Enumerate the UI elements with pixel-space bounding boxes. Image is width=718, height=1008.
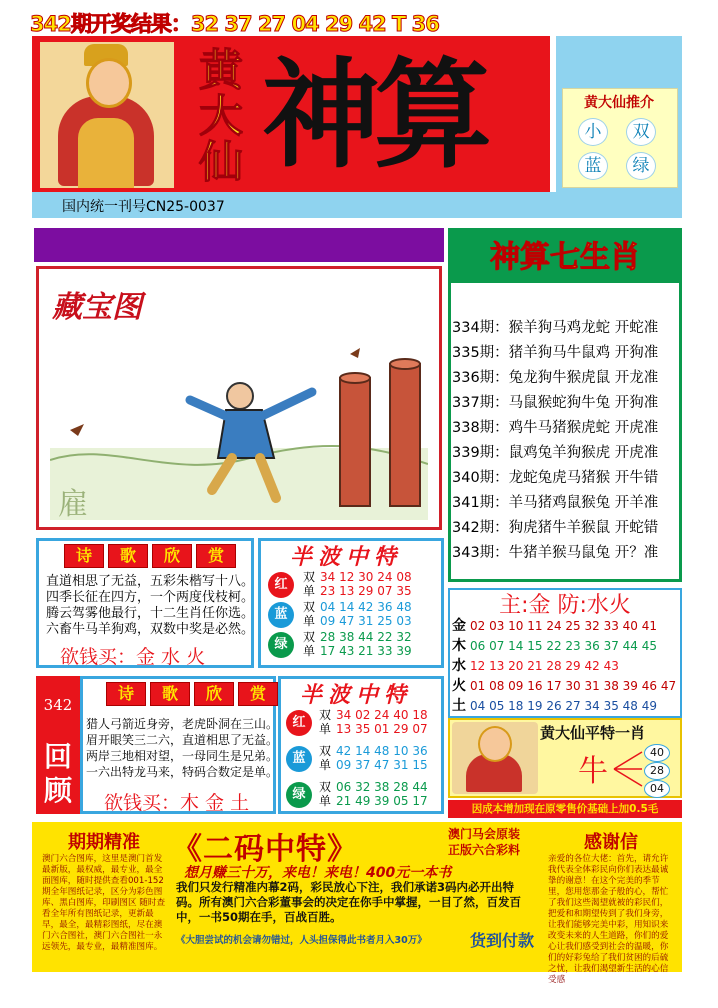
wave-color-red: 红 bbox=[268, 572, 294, 598]
poem-line: 六畜牛马羊狗鸡，双数中奖是必然。 bbox=[46, 622, 255, 637]
buy-hint-1: 欲钱买：金 水 火 bbox=[60, 646, 206, 668]
two-code-subtitle bbox=[448, 826, 520, 858]
wave-nums: 42 14 48 10 36 bbox=[336, 744, 428, 758]
portrait-head-icon bbox=[86, 58, 132, 108]
treasure-map-cartoon bbox=[50, 330, 428, 520]
wave-row bbox=[314, 708, 428, 722]
seven-zodiac-row: 342期：狗虎猪牛羊猴鼠 开蛇错 bbox=[452, 520, 659, 536]
poem-lines-2 bbox=[86, 716, 278, 780]
ping-te-head-icon bbox=[478, 726, 512, 762]
half-wave-title-1: 半波中特 bbox=[290, 544, 403, 570]
subtitle-line: 正版六合彩料 bbox=[448, 843, 521, 857]
main-title: 神算 bbox=[262, 46, 487, 184]
element-row bbox=[452, 696, 682, 716]
wave-row bbox=[314, 722, 428, 736]
poem-tag: 诗 bbox=[64, 544, 104, 568]
thanks-title: 感谢信 bbox=[584, 832, 638, 853]
recommend-chip: 蓝 bbox=[578, 152, 608, 180]
wave-row bbox=[314, 744, 428, 758]
wave-label: 单 bbox=[318, 722, 331, 736]
two-code-slogan: 想月赚三十万，来电！来电！400元一本书 bbox=[184, 865, 452, 881]
element-row bbox=[452, 636, 682, 656]
five-elements-head: 主:金 防:水火 bbox=[499, 593, 631, 618]
element-row bbox=[452, 656, 682, 676]
element-nums: 02 03 10 11 24 25 32 33 40 41 bbox=[470, 619, 658, 633]
purple-band bbox=[34, 228, 444, 262]
ping-te-zodiac: 牛 bbox=[578, 754, 608, 789]
recommend-title: 黄大仙推介 bbox=[584, 95, 654, 111]
poem-head-2 bbox=[106, 682, 278, 708]
poem-line: 两岸三地相对望，一母同生是兄弟。 bbox=[86, 749, 279, 763]
two-code-footnote: 《大胆尝试的机会请勿错过，人头担保得此书者月入30万》 bbox=[176, 935, 427, 946]
poem-tag: 赏 bbox=[238, 682, 278, 706]
element-char: 金 bbox=[452, 618, 466, 634]
wave-nums: 21 49 39 05 17 bbox=[336, 794, 428, 808]
poem-line: 腾云驾雾他最行，十二生肖任你选。 bbox=[46, 606, 255, 621]
wave-color-blue: 蓝 bbox=[268, 602, 294, 628]
element-char: 火 bbox=[452, 678, 466, 694]
seven-zodiac-row: 340期：龙蛇兔虎马猪猴 开牛错 bbox=[452, 470, 659, 486]
wave-label: 双 bbox=[318, 780, 331, 794]
cash-on-delivery: 货到付款 bbox=[470, 931, 535, 950]
wave-row bbox=[298, 644, 412, 658]
poem-tag: 歌 bbox=[108, 544, 148, 568]
wave-nums: 09 47 31 25 03 bbox=[320, 614, 412, 628]
wave-nums: 34 12 30 24 08 bbox=[320, 570, 412, 584]
seven-zodiac-row: 337期：马鼠猴蛇狗牛兔 开狗准 bbox=[452, 395, 659, 411]
element-nums: 04 05 18 19 26 27 34 35 48 49 bbox=[470, 699, 658, 713]
ping-te-title: 黄大仙平特一肖 bbox=[540, 724, 646, 742]
wave-nums: 23 13 29 07 35 bbox=[320, 584, 412, 598]
poem-line: 眉开眼笑三二六，直道相思了无益。 bbox=[86, 733, 279, 747]
wave-label: 单 bbox=[302, 644, 315, 658]
accurate-text: 澳门六合图库，这里是澳门首发最新版，最权威，最专业，最全面图库，随时提供查看001-152期全年图纸记录，区分为彩色图库、黑白图库，印刷图区 随时查看全年所有图纸记录，更新最早，最全，最精彩图纸，尽在澳门六合图社，澳门六合图社一永远领先，最专业，最精准图库。 bbox=[42, 854, 166, 952]
seven-zodiac-row: 334期：猴羊狗马鸡龙蛇 开蛇准 bbox=[452, 320, 659, 336]
poem-line: 猎人弓箭近身旁，老虎卧洞在三山。 bbox=[86, 717, 279, 731]
poem-line: 四季长征在四方，一个两度伐枝柯。 bbox=[46, 590, 255, 605]
seven-zodiac-row: 343期：牛猪羊猴马鼠兔 开？准 bbox=[452, 545, 659, 561]
treasure-watermark: 雇 bbox=[58, 487, 88, 520]
vertical-name bbox=[184, 45, 258, 188]
name-char-2: 大 bbox=[199, 91, 243, 142]
wave-nums: 06 32 38 28 44 bbox=[336, 780, 428, 794]
poem-tag: 欣 bbox=[152, 544, 192, 568]
poem-lines-1 bbox=[46, 574, 254, 638]
price-notice: 因成本增加现在原零售价基础上加0.5毛 bbox=[471, 803, 659, 815]
issn-text: 国内统一刊号CN25-0037 bbox=[62, 199, 225, 215]
name-char-1: 黄 bbox=[199, 45, 243, 96]
element-char: 木 bbox=[452, 638, 466, 654]
wave-color-green: 绿 bbox=[286, 782, 312, 808]
recommend-chip: 双 bbox=[626, 118, 656, 146]
wave-label: 双 bbox=[302, 600, 315, 614]
result-title: 342期开奖结果：32 37 27 04 29 42 T 36 bbox=[30, 12, 439, 36]
arrow-lines-icon bbox=[612, 744, 646, 794]
seven-zodiac-row: 336期：兔龙狗牛猴虎鼠 开龙准 bbox=[452, 370, 659, 386]
wave-row bbox=[298, 600, 412, 614]
wave-label: 单 bbox=[318, 794, 331, 808]
element-char: 水 bbox=[452, 658, 466, 674]
poem-head-1 bbox=[64, 544, 236, 570]
wave-nums: 34 02 24 40 18 bbox=[336, 708, 428, 722]
wave-label: 双 bbox=[318, 708, 331, 722]
recommend-chip: 小 bbox=[578, 118, 608, 146]
wave-row bbox=[314, 794, 428, 808]
wave-nums: 09 37 47 31 15 bbox=[336, 758, 428, 772]
element-nums: 01 08 09 16 17 30 31 38 39 46 47 bbox=[470, 679, 677, 693]
review-issue: 342 bbox=[43, 696, 73, 714]
ping-te-num: 40 bbox=[644, 744, 670, 762]
ping-te-num: 04 bbox=[644, 780, 670, 798]
wave-label: 单 bbox=[302, 614, 315, 628]
poem-tag: 诗 bbox=[106, 682, 146, 706]
wave-label: 双 bbox=[302, 630, 315, 644]
wave-row bbox=[298, 570, 412, 584]
element-row bbox=[452, 616, 682, 636]
poem-line: 一六出特龙马来，特码合数定是单。 bbox=[86, 765, 279, 779]
poem-line: 直道相思了无益，五彩朱楷写十八。 bbox=[46, 574, 255, 589]
wave-row bbox=[298, 630, 412, 644]
two-code-body: 我们只发行精准内幕2码，彩民放心下注，我们承诺3码内必开出特码。所有澳门六合彩董事会的决定在你手中掌握，一目了然，百发百中，一书50期在手，百战百胜。 bbox=[176, 880, 521, 924]
seven-zodiac-row: 339期：鼠鸡兔羊狗猴虎 开虎准 bbox=[452, 445, 659, 461]
review-label: 回顾 bbox=[43, 740, 72, 807]
wave-nums: 17 43 21 33 39 bbox=[320, 644, 412, 658]
wave-row bbox=[314, 780, 428, 794]
wave-label: 双 bbox=[302, 570, 315, 584]
accurate-title: 期期精准 bbox=[68, 832, 140, 853]
poem-tag: 赏 bbox=[196, 544, 236, 568]
ping-te-num: 28 bbox=[644, 762, 670, 780]
wave-row bbox=[298, 614, 412, 628]
wave-color-red: 红 bbox=[286, 710, 312, 736]
wave-color-green: 绿 bbox=[268, 632, 294, 658]
wave-row bbox=[314, 758, 428, 772]
treasure-map-title: 藏宝图 bbox=[52, 290, 142, 325]
element-row bbox=[452, 676, 682, 696]
seven-zodiac-row: 335期：猪羊狗马牛鼠鸡 开狗准 bbox=[452, 345, 659, 361]
portrait-inner-robe-icon bbox=[78, 118, 134, 188]
wave-label: 单 bbox=[302, 584, 315, 598]
name-char-3: 仙 bbox=[199, 137, 243, 188]
seven-zodiac-row: 341期：羊马猪鸡鼠猴兔 开羊准 bbox=[452, 495, 659, 511]
wave-label: 双 bbox=[318, 744, 331, 758]
seven-zodiac-title: 神算七生肖 bbox=[490, 240, 640, 275]
element-nums: 06 07 14 15 22 23 36 37 44 45 bbox=[470, 639, 658, 653]
wave-row bbox=[298, 584, 412, 598]
wave-label: 单 bbox=[318, 758, 331, 772]
subtitle-line: 澳门马会原装 bbox=[448, 827, 521, 841]
element-char: 土 bbox=[452, 698, 466, 714]
thanks-text: 亲爱的各位大佬：首先，请允许我代表全体彩民向你们表达最诚挚的谢意！在这个完美的季节里，您用您那金子般的心，帮忙了我们这些渴望就被的彩民们，把爱和和期望传到了我们身旁，让我们能够完美中彩，用知识来改变未来的人生道路，你们的爱心让我们感受到社会的温暖，你们的好彩兔给了我们贫困的后硫之忧，让我们渴望新生活的心信受感 bbox=[548, 854, 669, 985]
buy-hint-2: 欲钱买：木 金 土 bbox=[104, 792, 250, 814]
wave-nums: 04 14 42 36 48 bbox=[320, 600, 412, 614]
wave-color-blue: 蓝 bbox=[286, 746, 312, 772]
wave-nums: 28 38 44 22 32 bbox=[320, 630, 412, 644]
wave-nums: 13 35 01 29 07 bbox=[336, 722, 428, 736]
two-code-title: 《二码中特》 bbox=[172, 832, 358, 867]
element-nums: 12 13 20 21 28 29 42 43 bbox=[470, 659, 619, 673]
seven-zodiac-row: 338期：鸡牛马猪猴虎蛇 开虎准 bbox=[452, 420, 659, 436]
half-wave-title-2: 半波中特 bbox=[300, 682, 413, 708]
recommend-chip: 绿 bbox=[626, 152, 656, 180]
poem-tag: 欣 bbox=[194, 682, 234, 706]
poem-tag: 歌 bbox=[150, 682, 190, 706]
